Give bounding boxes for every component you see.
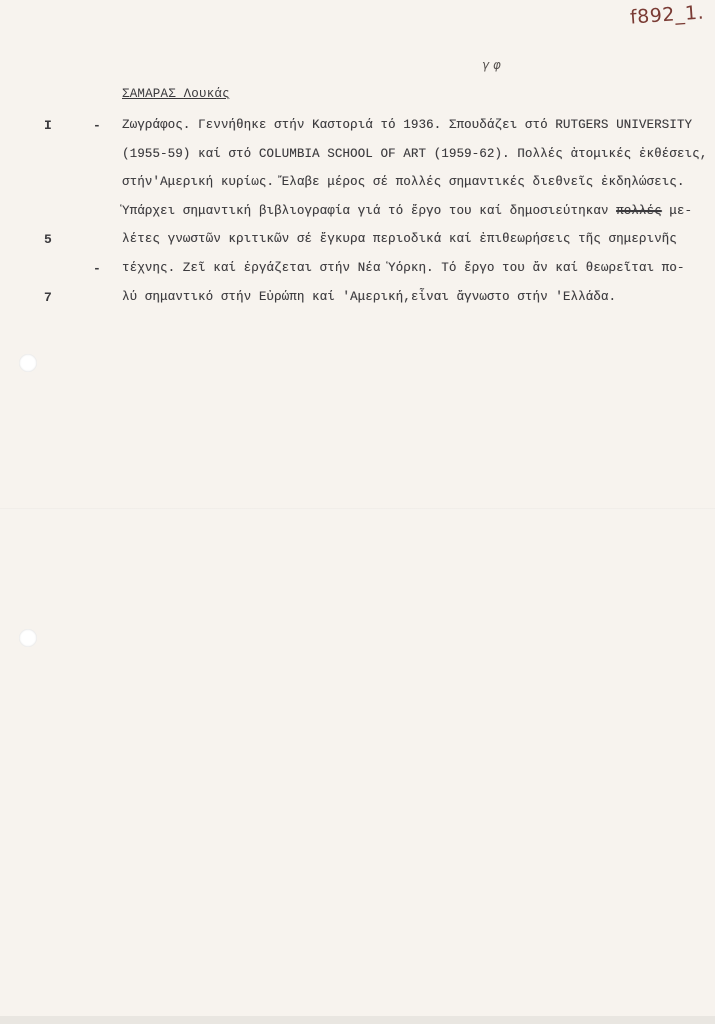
paper-fold — [0, 508, 715, 510]
struck-word: πολλές — [616, 204, 662, 218]
text-line-5: λέτες γνωστῶν κριτικῶν σέ ἔγκυρα περιοδικά καί ἐπιθεωρήσεις τῆς σημερινῆς — [122, 232, 677, 246]
dash-marker-1: - — [93, 118, 101, 133]
document-heading: ΣΑΜΑΡΑΣ Λουκάς — [122, 87, 230, 101]
text-line-2: (1955-59) καί στό COLUMBIA SCHOOL OF ART (1959-62). Πολλές ἀτομικές ἐκθέσεις, — [122, 147, 708, 161]
archive-reference: f892_1. — [629, 1, 705, 29]
scan-bottom-edge — [0, 1016, 715, 1024]
text-line-4-tail: με- — [661, 204, 693, 218]
punch-hole-top — [19, 354, 37, 372]
line-number-1: I — [44, 118, 52, 133]
text-line-7: λύ σημαντικό στήν Εὐρώπη καί 'Αμερική,εἶναι ἄγνωστο στήν 'Ελλάδα. — [122, 290, 617, 304]
text-line-6: τέχνης. Ζεῖ καί ἐργάζεται στήν Νέα Ὑόρκη. Τό ἔργο του ἄν καί θεωρεῖται πο- — [122, 261, 685, 275]
text-line-4 — [122, 204, 692, 218]
page-mark: γ φ — [482, 58, 501, 72]
text-line-1: Ζωγράφος. Γεννήθηκε στήν Καστοριά τό 1936. Σπουδάζει στό RUTGERS UNIVERSITY — [122, 118, 693, 132]
text-line-4-main: Ὑπάρχει σημαντική βιβλιογραφία γιά τό ἔργο του καί δημοσιεύτηκαν — [122, 204, 609, 218]
dash-marker-2: - — [93, 261, 101, 276]
punch-hole-bottom — [19, 629, 37, 647]
text-line-3: στήν'Αμερική κυρίως. Ἔλαβε μέρος σέ πολλές σημαντικές διεθνεῖς ἐκδηλώσεις. — [122, 175, 685, 189]
line-number-7: 7 — [44, 290, 52, 305]
line-number-5: 5 — [44, 232, 52, 247]
